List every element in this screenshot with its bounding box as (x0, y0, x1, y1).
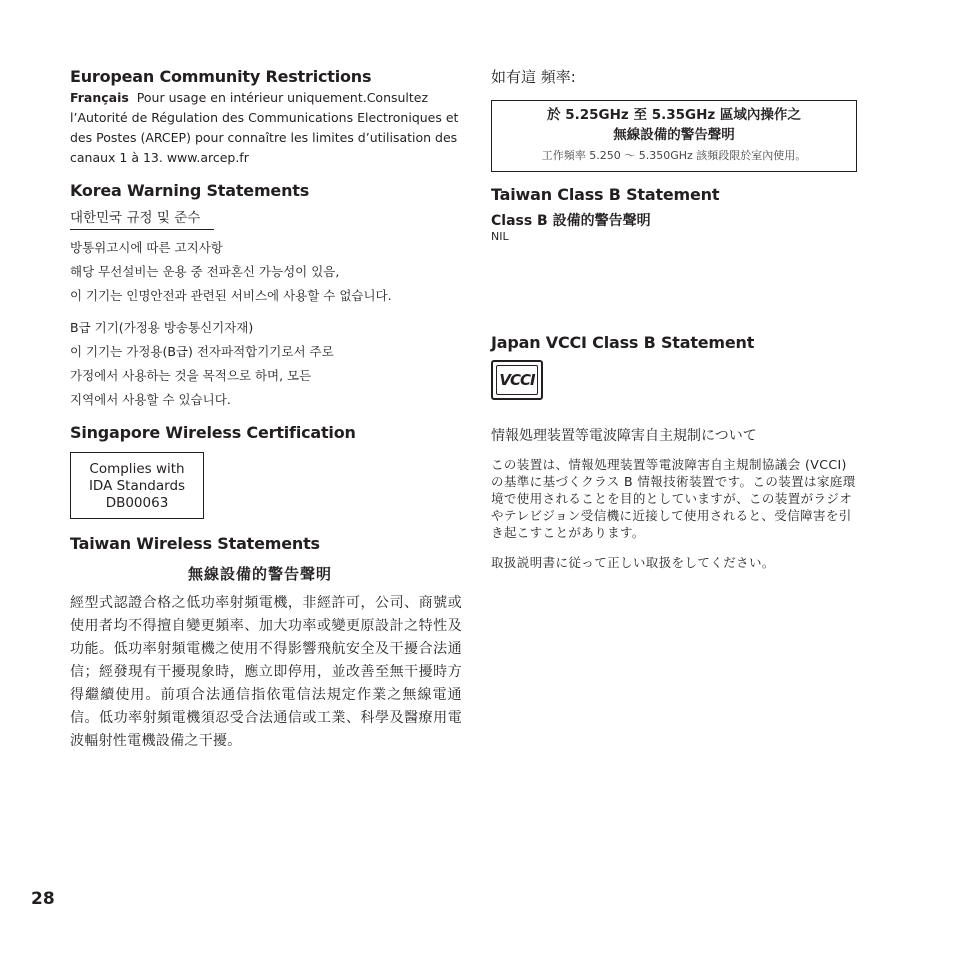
page-number: 28 (31, 889, 55, 909)
taiwan-frequency-title: 如有這 頻率: (491, 68, 576, 86)
taiwan-wireless-section (70, 533, 462, 753)
korea-line: B급 기기(가정용 방송통신기자재) (70, 320, 254, 335)
vcci-logo-text: VCCI (496, 365, 538, 395)
vcci-logo (491, 360, 543, 400)
taiwan-classb-heading: Taiwan Class B Statement (491, 185, 720, 204)
korea-block-2 (70, 316, 462, 412)
european-body: Pour usage en intérieur uniquement.Consultez l’Autorité de Régulation des Communications Electroniques et des Postes (ARCEP) pour connaître les limites d’utilisation des canaux 1 à 13. www.arcep.fr (70, 90, 459, 165)
korea-line: 방통위고시에 따른 고지사항 (70, 240, 223, 255)
nil-text: NIL (491, 230, 509, 243)
japan-title: 情報処理装置等電波障害自主規制について (491, 428, 757, 444)
korea-line: 이 기기는 가정용(B급) 전자파적합기기로서 주로 (70, 344, 334, 359)
language-label: Français (70, 90, 129, 105)
ida-compliance-box (70, 452, 204, 519)
japan-paragraph-2: 取扱説明書に従って正しい取扱をしてください。 (491, 555, 775, 570)
korea-section (70, 180, 462, 412)
ida-line: DB00063 (105, 495, 169, 511)
left-column (70, 66, 462, 753)
ida-line: IDA Standards (88, 478, 186, 494)
korea-heading: Korea Warning Statements (70, 181, 310, 200)
japan-section (491, 332, 863, 571)
korea-line: 이 기기는 인명안전과 관련된 서비스에 사용할 수 없습니다. (70, 288, 392, 303)
ida-line: Complies with (89, 461, 185, 477)
japan-paragraph-1: この装置は、情報処理装置等電波障害自主規制協議会 (VCCI) の基準に基づくクラス B 情報技術装置です。この装置は家庭環境で使用されることを目的としていますが、この装置がラジオやテレビジョン受信機に近接して使用されると、受信障害を引き起こすことがあります。 (491, 457, 856, 540)
european-heading: European Community Restrictions (70, 67, 372, 86)
european-section (70, 66, 462, 168)
japan-heading: Japan VCCI Class B Statement (491, 333, 755, 352)
singapore-section (70, 422, 462, 519)
korea-subheading: 대한민국 규정 및 준수 (70, 204, 214, 230)
korea-line: 지역에서 사용할 수 있습니다. (70, 392, 231, 407)
taiwan-wireless-paragraph: 經型式認證合格之低功率射頻電機，非經許可，公司、商號或使用者均不得擅自變更頻率、加大功率或變更原設計之特性及功能。低功率射頻電機之使用不得影響飛航安全及干擾合法通信；經發現有干擾現象時，應立即停用，並改善至無干擾時方得繼續使用。前項合法通信指依電信法規定作業之無線電通信。低功率射頻電機須忍受合法通信或工業、科學及醫療用電波輻射性電機設備之干擾。 (70, 595, 462, 749)
classb-statement: Class B 設備的警告聲明 (491, 213, 651, 229)
taiwan-frequency-box (491, 100, 857, 172)
taiwan-wireless-heading: Taiwan Wireless Statements (70, 534, 320, 553)
frequency-line-3: 工作頻率 5.250 ～ 5.350GHz 該頻段限於室內使用。 (541, 149, 807, 162)
singapore-heading: Singapore Wireless Certification (70, 423, 356, 442)
taiwan-classb-section (491, 184, 863, 244)
taiwan-wireless-subheading: 無線設備的警告聲明 (187, 565, 332, 583)
frequency-line-1: 於 5.25GHz 至 5.35GHz 區域內操作之 (547, 107, 801, 123)
korea-block-1 (70, 236, 462, 308)
european-text (70, 88, 462, 168)
right-column (491, 66, 863, 584)
korea-line: 해당 무선설비는 운용 중 전파혼신 가능성이 있음, (70, 264, 340, 279)
korea-line: 가정에서 사용하는 것을 목적으로 하며, 모든 (70, 368, 312, 383)
frequency-line-2: 無線設備的警告聲明 (613, 127, 735, 143)
